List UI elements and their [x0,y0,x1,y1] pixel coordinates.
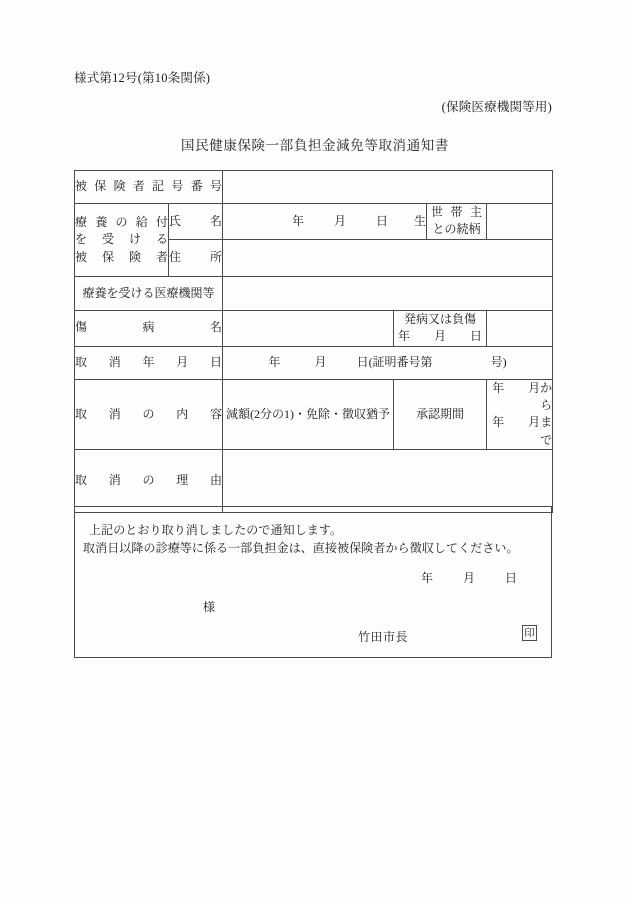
disease-label: 傷 病 名 [75,310,223,346]
notification-date-day: 日 [504,571,517,585]
notification-date-year: 年 [420,571,433,585]
approval-period-to: 年 月まで [492,415,553,447]
household-relation-label-line1: 世帯主 [431,205,483,219]
cancel-content-options[interactable]: 減額(2分の1)・免除・徴収猶予 [223,379,394,450]
table-row-cancel-content [75,379,553,450]
name-value-and-birthdate[interactable] [223,204,427,240]
table-row-cancel-date [75,346,553,379]
household-relation-label-line2: との続柄 [432,222,481,237]
cancel-date-day: 日(証明番号第 [356,354,433,369]
onset-label-line2: 年 月 日 [398,329,483,344]
beneficiary-label-line1: 療養の給付 [75,214,168,229]
table-row-insured-number [75,171,553,204]
insured-number-label: 被保険者記号番号 [75,171,223,204]
birth-day-label: 日 [375,213,388,228]
table-row-cancel-reason [75,450,553,513]
document-title: 国民健康保険一部負担金減免等取消通知書 [181,138,449,153]
cancel-date-label: 取消年月日 [75,346,223,379]
beneficiary-label-line3: 被保険者 [75,249,168,264]
cancel-date-end: 号) [490,354,507,369]
approval-period-label: 承認期間 [394,379,487,450]
beneficiary-label [75,204,169,277]
notice-line-1: 上記のとおり取り消しましたので通知します。 [89,523,343,537]
disease-value[interactable] [223,310,394,346]
signer-name: 竹田市長 [358,630,409,644]
household-relation-value[interactable] [487,204,553,240]
seal-stamp-icon: 印 [522,625,537,641]
notice-line-2: 取消日以降の診療等に係る一部負担金は、直接被保険者から徴収してください。 [83,541,519,555]
table-row-disease [75,310,553,346]
birth-year-label: 年 [291,213,304,228]
address-value[interactable] [223,239,553,276]
household-relation-label [427,204,487,240]
institution-label: 療養を受ける医療機関等 [75,276,223,310]
cancel-content-label: 取消の内容 [75,379,223,450]
birth-month-label: 月 [333,213,346,228]
address-label: 住 所 [169,239,223,276]
addressee-line[interactable]: 様 [203,600,216,614]
notification-date-month: 月 [462,571,475,585]
cancel-date-value[interactable] [223,346,553,379]
cancel-date-month: 月 [314,354,327,369]
birth-suffix-label: 生 [414,213,427,228]
notice-box [74,506,552,658]
name-label: 氏 名 [169,204,223,240]
approval-period-value[interactable] [487,379,553,450]
beneficiary-label-line2: を受ける [75,232,168,247]
cancel-reason-value[interactable] [223,450,553,513]
notification-date[interactable] [421,569,517,586]
table-row-institution [75,276,553,310]
form-number: 様式第12号(第10条関係) [74,71,211,85]
onset-label-line1: 発病又は負傷 [404,311,477,326]
usage-note: (保険医療機関等用) [441,100,552,114]
cancel-reason-label: 取消の理由 [75,450,223,513]
notification-form-table [74,170,553,513]
table-row-name [75,204,553,240]
cancel-date-year: 年 [268,354,281,369]
institution-value[interactable] [223,276,553,310]
approval-period-from: 年 月から [492,380,553,412]
onset-date-value[interactable] [487,310,553,346]
insured-number-value[interactable] [223,171,553,204]
onset-date-label [394,310,487,346]
